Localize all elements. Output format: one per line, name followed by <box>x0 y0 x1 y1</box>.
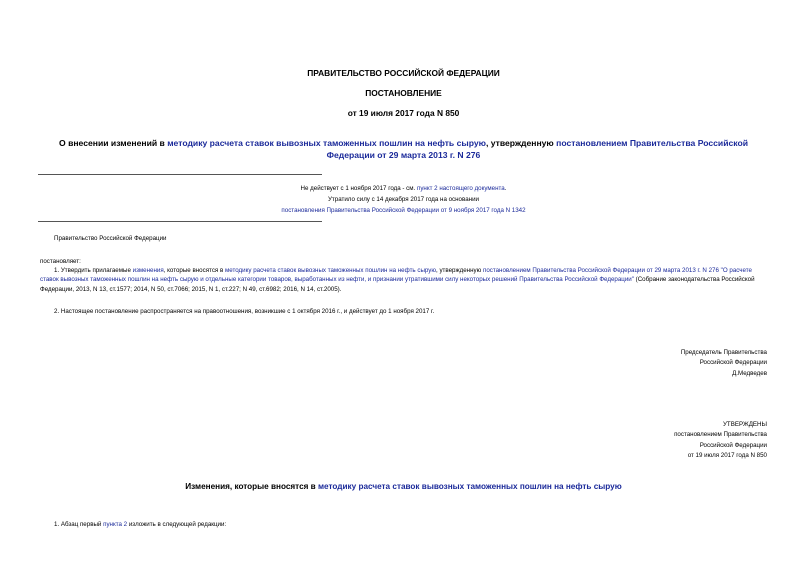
title-link-methodology[interactable]: методику расчета ставок вывозных таможенных пошлин на нефть сырую <box>167 138 486 148</box>
divider-bottom <box>38 221 322 222</box>
status-note-line-2: Утратило силу с 14 декабря 2017 года на основании <box>328 196 479 203</box>
status-note <box>40 183 767 216</box>
changes-title-link-methodology[interactable]: методику расчета ставок вывозных таможенных пошлин на нефть сырую <box>318 482 622 491</box>
change-item-1-link-point2[interactable]: пункта 2 <box>103 521 128 528</box>
title-link-resolution-276[interactable]: постановлением Правительства Российской Федерации от 29 марта 2013 г. N 276 <box>326 138 748 160</box>
resolves-line: постановляет: <box>40 258 81 265</box>
signature-line-3: Д.Медведев <box>732 369 767 377</box>
item1-link-changes[interactable]: изменения <box>132 267 164 274</box>
approved-line-4: от 19 июля 2017 года N 850 <box>687 452 767 460</box>
signature-block <box>681 348 767 379</box>
item1-link-resolution-276[interactable]: постановлением Правительства Российской Федерации от 29 марта 2013 г. N 276 "О расчете ставок вывозных таможенных пошлин на нефть сырую и отдельные категории товаров, выработанных из нефти, и признании утратившими силу некоторых решений Правительства Российской Федерации" <box>40 267 752 284</box>
document-title <box>40 137 767 161</box>
body-item-2: 2. Настоящее постановление распространяется на правоотношения, возникшие с 1 октября 2016 г., и действует до 1 ноября 2017 г. <box>54 308 435 315</box>
divider-top <box>38 174 322 175</box>
doc-type-heading: ПОСТАНОВЛЕНИЕ <box>365 88 442 98</box>
doc-date-number: от 19 июля 2017 года N 850 <box>347 108 460 118</box>
change-item-1: 1. Абзац первый пункта 2 изложить в следующей редакции: <box>54 521 227 528</box>
body-item-1: 1. Утвердить прилагаемые изменения, которые вносятся в методику расчета ставок вывозных таможенных пошлин на нефть сырую, утвержденную постановлением Правительства Российской Федерации от 29 марта 2013 г. N 276 "О расчете ставок вывозных таможенных пошлин на нефть сырую и отдельные категории товаров, выработанных из нефти, и признании утратившими силу некоторых решений Правительства Российской Федерации" (Собрание законодательства Российской Федерации, 2013, N 13, ст.1577; 2014, N 50, ст.7066; 2015, N 1, ст.227; N 49, ст.6982; 2016, N 14, ст.2005). <box>40 267 755 293</box>
government-line: Правительство Российской Федерации <box>54 235 167 242</box>
approved-block <box>674 420 767 462</box>
changes-title: Изменения, которые вносятся в методику расчета ставок вывозных таможенных пошлин на нефть сырую <box>185 482 622 491</box>
approved-line-1: УТВЕРЖДЕНЫ <box>723 421 767 428</box>
title-text-1: О внесении изменений в <box>59 138 168 148</box>
org-heading: ПРАВИТЕЛЬСТВО РОССИЙСКОЙ ФЕДЕРАЦИИ <box>307 68 500 78</box>
approved-line-3: Российской Федерации <box>699 441 767 449</box>
approved-line-2: постановлением Правительства <box>674 431 767 439</box>
signature-line-2: Российской Федерации <box>699 359 767 367</box>
item1-link-methodology[interactable]: методику расчета ставок вывозных таможенных пошлин на нефть сырую <box>225 267 437 274</box>
status-note-line-1: Не действует с 1 ноября 2017 года - см. пункт 2 настоящего документа. <box>300 185 507 192</box>
title-text-2: , утвержденную <box>485 138 557 148</box>
signature-line-1: Председатель Правительства <box>680 349 767 356</box>
status-note-link-resolution-1342[interactable]: постановления Правительства Российской Федерации от 9 ноября 2017 года N 1342 <box>281 207 526 214</box>
status-note-link-item2[interactable]: пункт 2 настоящего документа <box>416 185 505 192</box>
